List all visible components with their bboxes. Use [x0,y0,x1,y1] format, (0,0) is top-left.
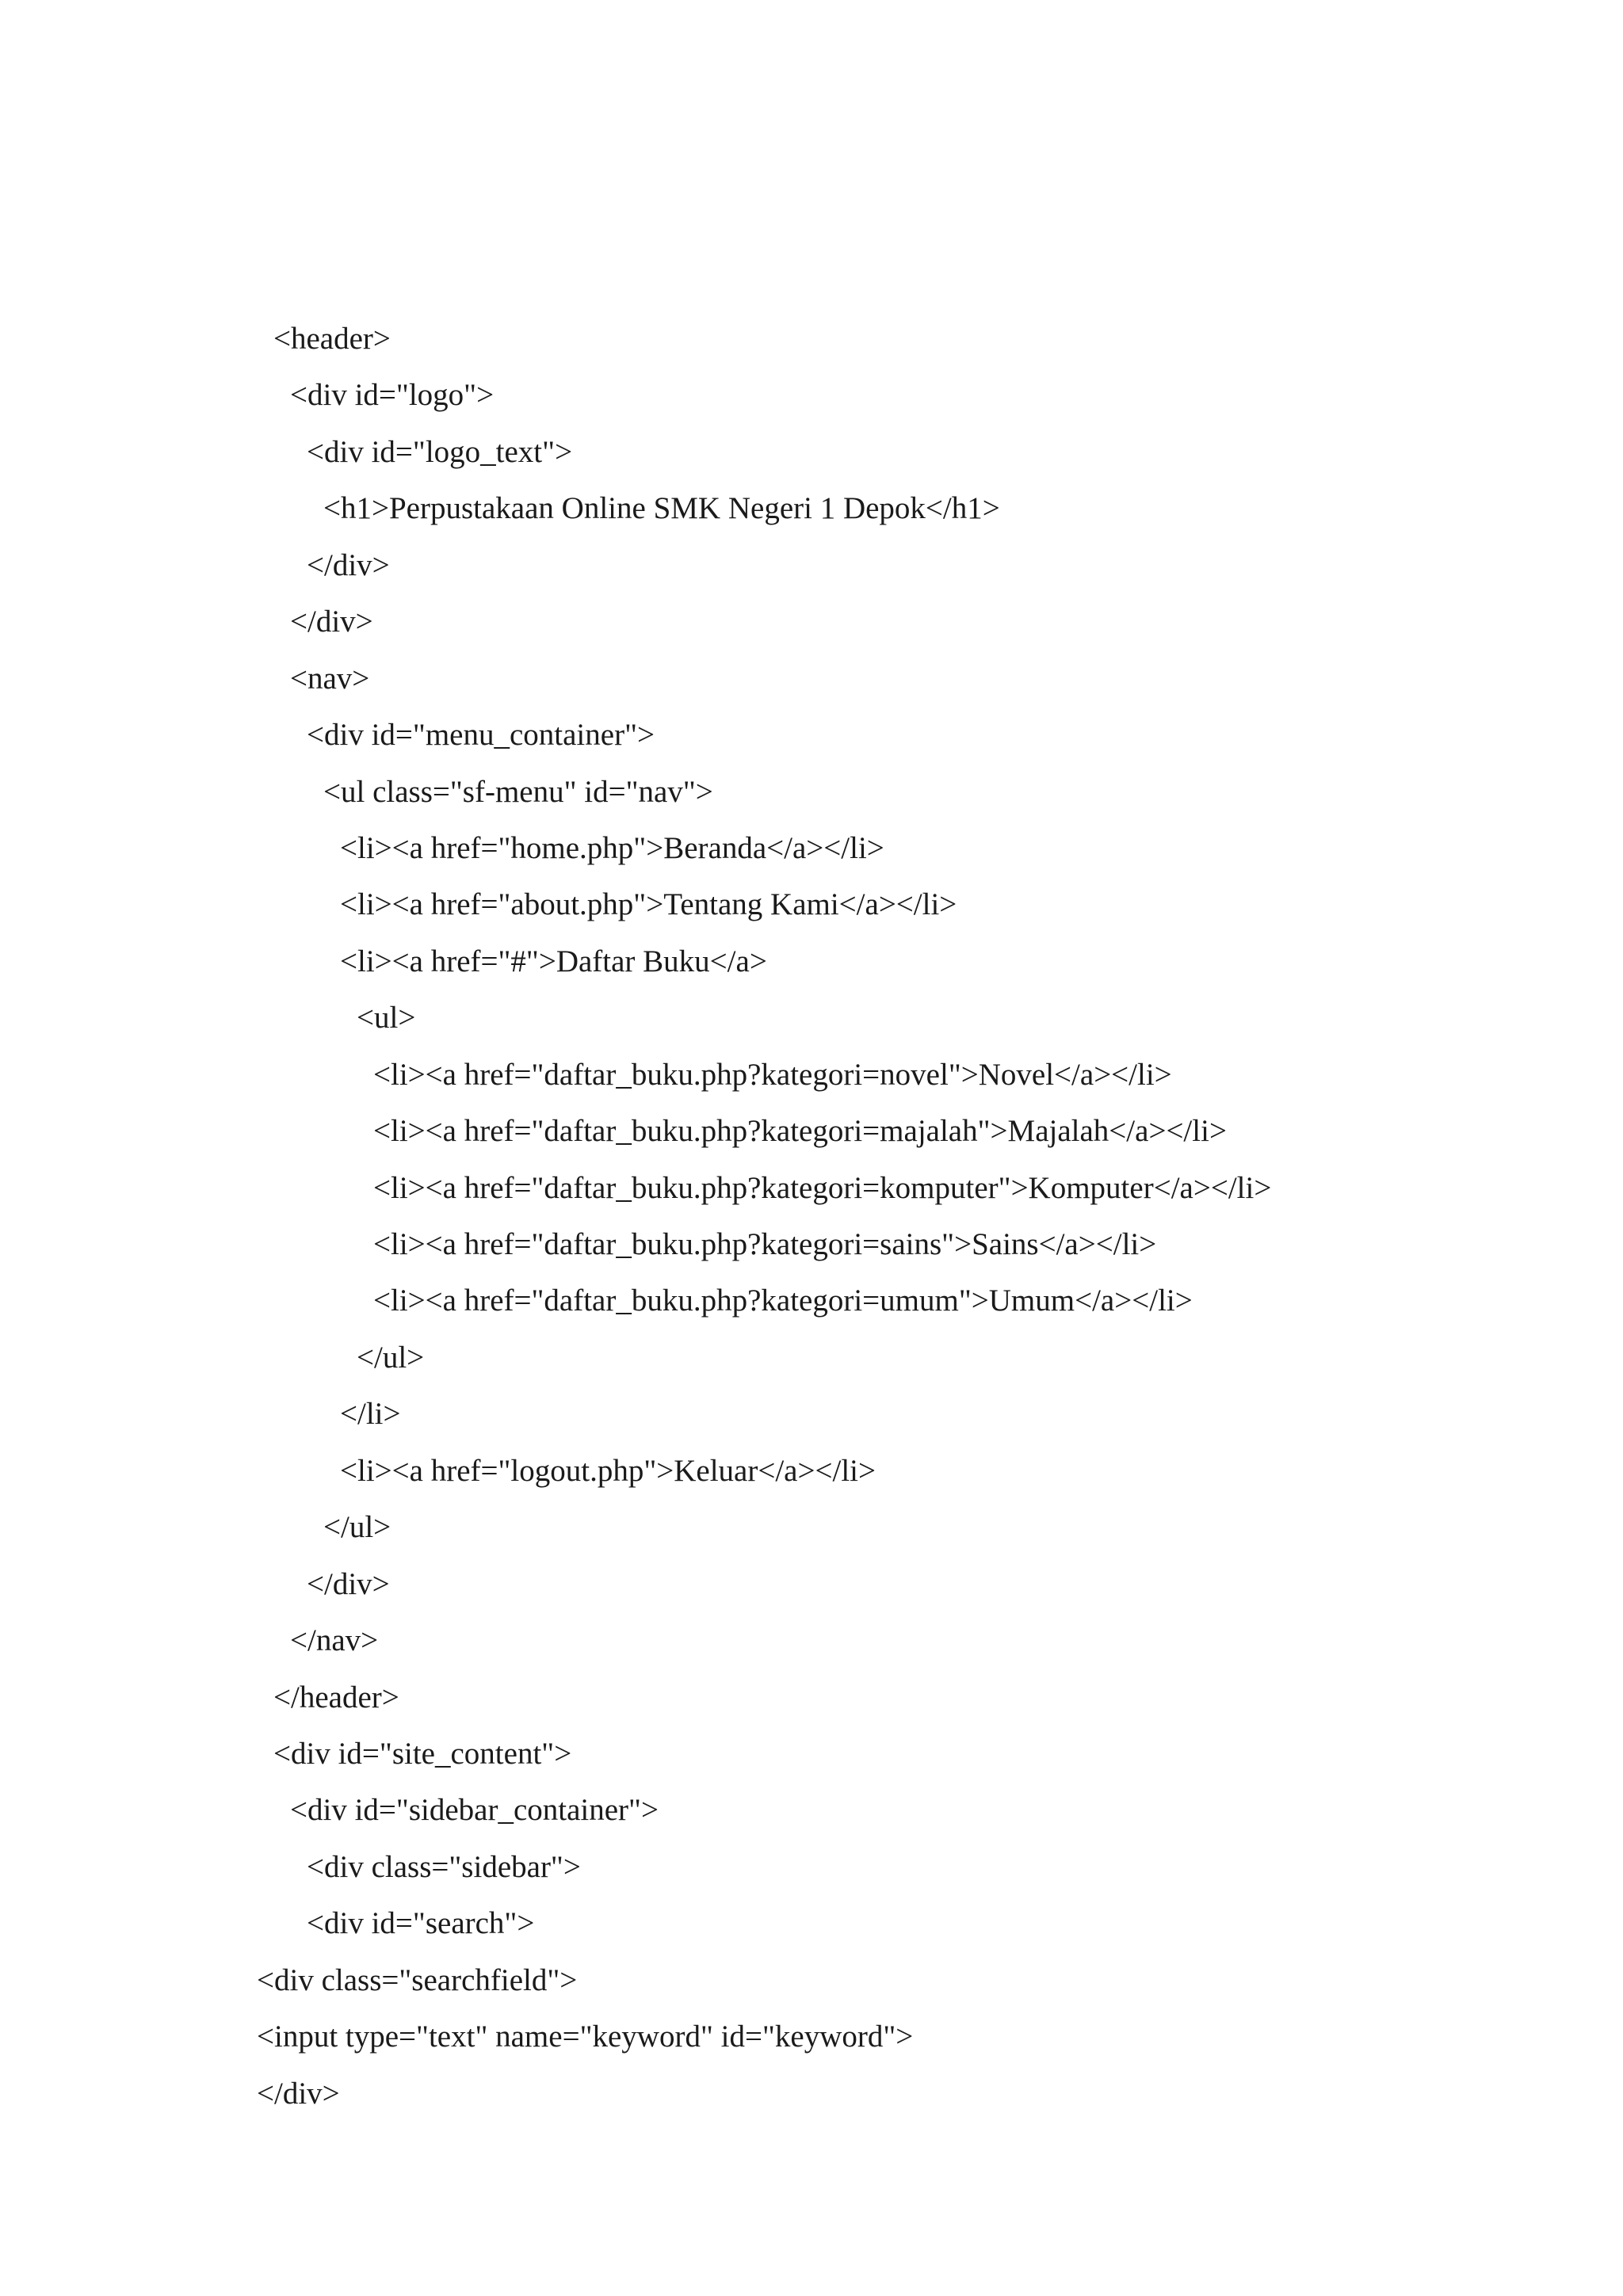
code-line: </ul> [323,1510,391,1545]
code-line: </nav> [290,1623,379,1658]
code-line: </div> [290,605,373,639]
code-line: <div id="menu_container"> [307,718,655,753]
code-line: </ul> [357,1340,425,1375]
code-line: <li><a href="#">Daftar Buku</a> [340,944,767,978]
code-line: </header> [273,1680,399,1714]
code-line: <div id="sidebar_container"> [290,1793,659,1828]
code-line: <input type="text" name="keyword" id="keyword"> [257,2019,914,2054]
code-line: </div> [307,547,390,582]
code-line: <li><a href="daftar_buku.php?kategori=novel">Novel</a></li> [373,1057,1172,1092]
code-line: </li> [340,1397,401,1432]
code-line: <li><a href="logout.php">Keluar</a></li> [340,1453,876,1488]
code-line: <div id="logo_text"> [307,434,573,469]
code-line: <li><a href="daftar_buku.php?kategori=umum">Umum</a></li> [373,1283,1193,1318]
code-line: </div> [307,1566,390,1601]
code-line: <div id="site_content"> [273,1736,572,1771]
code-line: <nav> [290,661,370,696]
code-line: </div> [257,2076,340,2111]
code-line: <li><a href="about.php">Tentang Kami</a></li> [340,887,957,922]
code-listing [0,311,1623,2122]
code-line: <ul class="sf-menu" id="nav"> [323,774,713,809]
code-line: <ul> [357,1001,416,1035]
code-line: <div id="search"> [307,1906,535,1941]
code-line: <header> [273,322,391,356]
code-line: <div id="logo"> [290,378,495,413]
code-line: <li><a href="daftar_buku.php?kategori=komputer">Komputer</a></li> [373,1170,1272,1205]
code-line: <h1>Perpustakaan Online SMK Negeri 1 Depok</h1> [323,491,1000,526]
code-line: <li><a href="daftar_buku.php?kategori=sains">Sains</a></li> [373,1227,1157,1261]
code-line: <li><a href="daftar_buku.php?kategori=majalah">Majalah</a></li> [373,1114,1227,1149]
code-line: <div class="searchfield"> [257,1962,578,1997]
code-line: <div class="sidebar"> [307,1849,581,1884]
code-line: <li><a href="home.php">Beranda</a></li> [340,830,884,865]
